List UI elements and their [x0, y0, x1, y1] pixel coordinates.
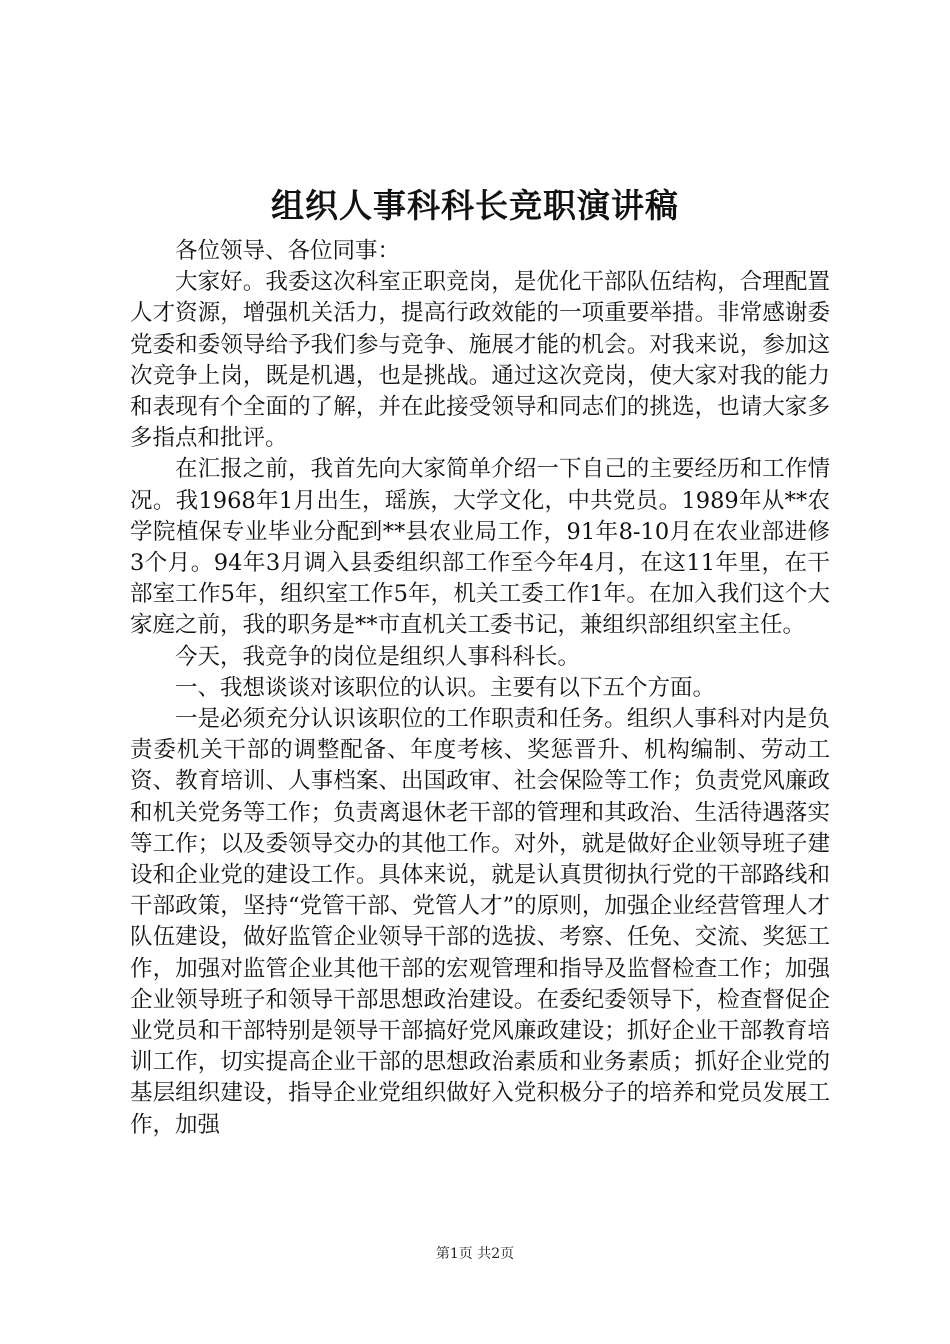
paragraph-section-heading: 一、我想谈谈对该职位的认识。主要有以下五个方面。	[175, 674, 716, 701]
paragraph-background: 在汇报之前，我首先向大家简单介绍一下自己的主要经历和工作情况。我1968年1月出生，瑶族，大学文化，中共党员。1989年从**农学院植保专业毕业分配到**县农业局工作，91年8-10月在农业部进修3个月。94年3月调入县委组织部工作至今年4月，在这11年里，在干部室工作5年，组织室工作5年，机关工委工作1年。在加入我们这个大家庭之前，我的职务是**市直机关工委书记，兼组织部组织室主任。	[130, 456, 830, 639]
paragraph-position: 今天，我竞争的岗位是组织人事科科长。	[175, 643, 581, 670]
page-footer: 第1页 共2页	[435, 1246, 515, 1262]
paragraph-salutation: 各位领导、各位同事：	[175, 238, 401, 264]
paragraph-duties: 一是必须充分认识该职位的工作职责和任务。组织人事科对内是负责委机关干部的调整配备、年度考核、奖惩晋升、机构编制、劳动工资、教育培训、人事档案、出国政审、社会保险等工作；负责党风廉政和机关党务等工作；负责离退休老干部的管理和其政治、生活待遇落实等工作；以及委领导交办的其他工作。对外，就是做好企业领导班子建设和企业党的建设工作。具体来说，就是认真贯彻执行党的干部路线和干部政策，坚持“党管干部、党管人才”的原则，加强企业经营管理人才队伍建设，做好监管企业领导干部的选拔、考察、任免、交流、奖惩工作，加强对监管企业其他干部的宏观管理和指导及监督检查工作；加强企业领导班子和领导干部思想政治建设。在委纪委领导下，检查督促企业党员和干部特别是领导干部搞好党风廉政建设；抓好企业干部教育培训工作，切实提高企业干部的思想政治素质和业务素质；抓好企业党的基层组织建设，指导企业党组织做好入党积极分子的培养和党员发展工作，加强	[130, 706, 830, 1138]
document-body	[130, 236, 830, 1141]
document-title: 组织人事科科长竞职演讲稿	[271, 186, 679, 225]
paragraph-greeting: 大家好。我委这次科室正职竞岗，是优化干部队伍结构，合理配置人才资源，增强机关活力，提高行政效能的一项重要举措。非常感谢委党委和委领导给予我们参与竞争、施展才能的机会。对我来说，参加这次竞争上岗，既是机遇，也是挑战。通过这次竞岗，使大家对我的能力和表现有个全面的了解，并在此接受领导和同志们的挑选，也请大家多多指点和批评。	[130, 269, 830, 452]
